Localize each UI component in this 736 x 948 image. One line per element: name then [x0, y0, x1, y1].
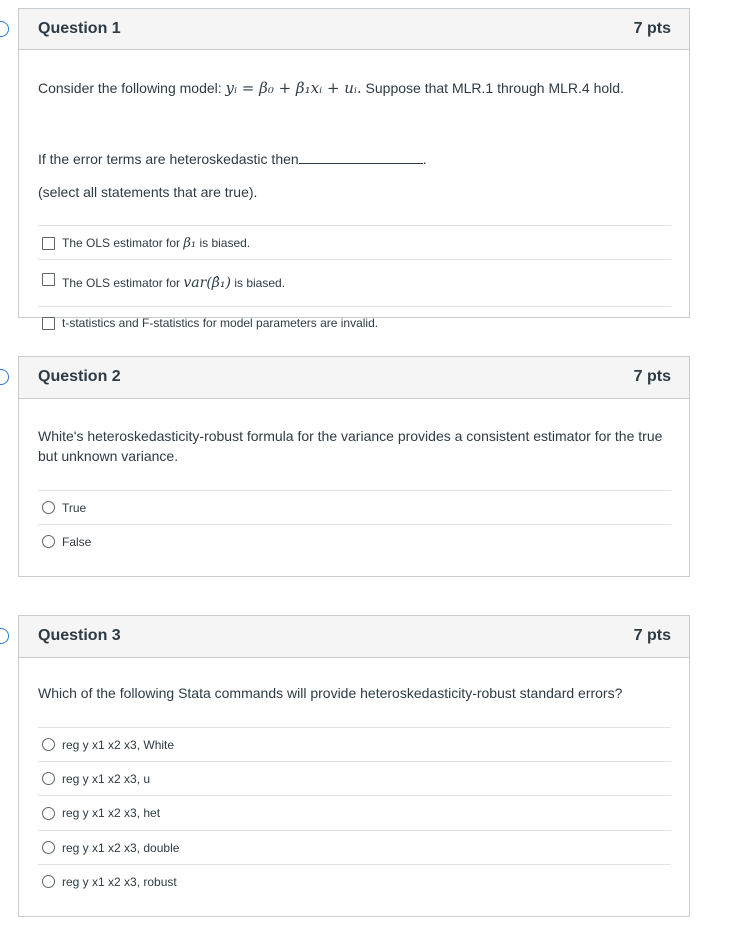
answer-text: reg y x1 x2 x3, double — [62, 840, 180, 855]
radio-button[interactable] — [42, 841, 55, 854]
prompt-text-2: Suppose that MLR.1 through MLR.4 hold. — [365, 80, 624, 96]
radio-button[interactable] — [42, 807, 55, 820]
question-3 — [18, 615, 690, 917]
answer-option-2[interactable] — [38, 761, 671, 795]
answer-option-3[interactable] — [38, 795, 671, 830]
radio-button[interactable] — [42, 738, 55, 751]
answer-option-3[interactable] — [38, 306, 671, 339]
answer-text: reg y x1 x2 x3, White — [62, 737, 175, 752]
question-1 — [18, 8, 690, 330]
answer-math: var(β̂₁) — [183, 275, 231, 291]
checkbox[interactable] — [42, 273, 55, 286]
answer-text: False — [62, 534, 92, 549]
answer-option-4[interactable] — [38, 830, 671, 864]
radio-button[interactable] — [42, 772, 55, 785]
answer-text: True — [62, 500, 87, 515]
question-3-prompt: Which of the following Stata commands will provide heteroskedasticity-robust standard errors? — [38, 685, 623, 701]
question-1-flag-icon[interactable] — [0, 21, 9, 37]
answer-option-1[interactable] — [38, 225, 671, 260]
checkbox[interactable] — [42, 317, 55, 330]
question-1-line2 — [38, 149, 427, 169]
question-2 — [18, 356, 690, 577]
question-1-title: Question 1 — [38, 20, 121, 37]
answer-text: The OLS estimator for — [62, 236, 181, 250]
answer-option-true[interactable] — [38, 490, 671, 524]
answer-option-2[interactable] — [38, 259, 671, 306]
radio-button[interactable] — [42, 535, 55, 548]
question-2-title: Question 2 — [38, 368, 121, 385]
question-3-flag-icon[interactable] — [0, 628, 9, 644]
prompt-text: Consider the following model: — [38, 80, 222, 96]
question-1-prompt — [38, 78, 624, 98]
answer-text: reg y x1 x2 x3, het — [62, 806, 161, 820]
answer-blank — [299, 151, 423, 164]
answer-text: t-statistics and F-statistics for model parameters are invalid. — [62, 316, 379, 330]
answer-text: reg y x1 x2 x3, u — [62, 771, 151, 786]
answer-option-5[interactable] — [38, 864, 671, 898]
answer-text-post: is biased. — [234, 276, 286, 290]
answer-option-false[interactable] — [38, 524, 671, 558]
model-equation: yᵢ = β₀ + β₁xᵢ + uᵢ. — [225, 79, 362, 97]
line2-text: If the error terms are heteroskedastic then — [38, 151, 299, 167]
line2-end: . — [422, 151, 427, 167]
answer-math: β₁ — [183, 235, 197, 251]
answer-text: reg y x1 x2 x3, robust — [62, 874, 177, 889]
answer-text: The OLS estimator for — [62, 276, 181, 290]
question-3-title: Question 3 — [38, 627, 121, 644]
question-1-points: 7 pts — [633, 20, 671, 37]
answer-text-post: is biased. — [199, 236, 251, 250]
answer-option-1[interactable] — [38, 727, 671, 761]
radio-button[interactable] — [42, 501, 55, 514]
question-1-line3: (select all statements that are true). — [38, 184, 258, 200]
radio-button[interactable] — [42, 875, 55, 888]
question-2-flag-icon[interactable] — [0, 369, 9, 385]
checkbox[interactable] — [42, 237, 55, 250]
question-1-header — [19, 9, 689, 50]
question-2-points: 7 pts — [633, 368, 671, 385]
question-2-header — [19, 357, 689, 399]
question-3-header — [19, 616, 689, 658]
question-2-prompt: White's heteroskedasticity-robust formula for the variance provides a consistent estimator for the true but unknown variance. — [38, 428, 663, 464]
question-3-points: 7 pts — [633, 627, 671, 644]
